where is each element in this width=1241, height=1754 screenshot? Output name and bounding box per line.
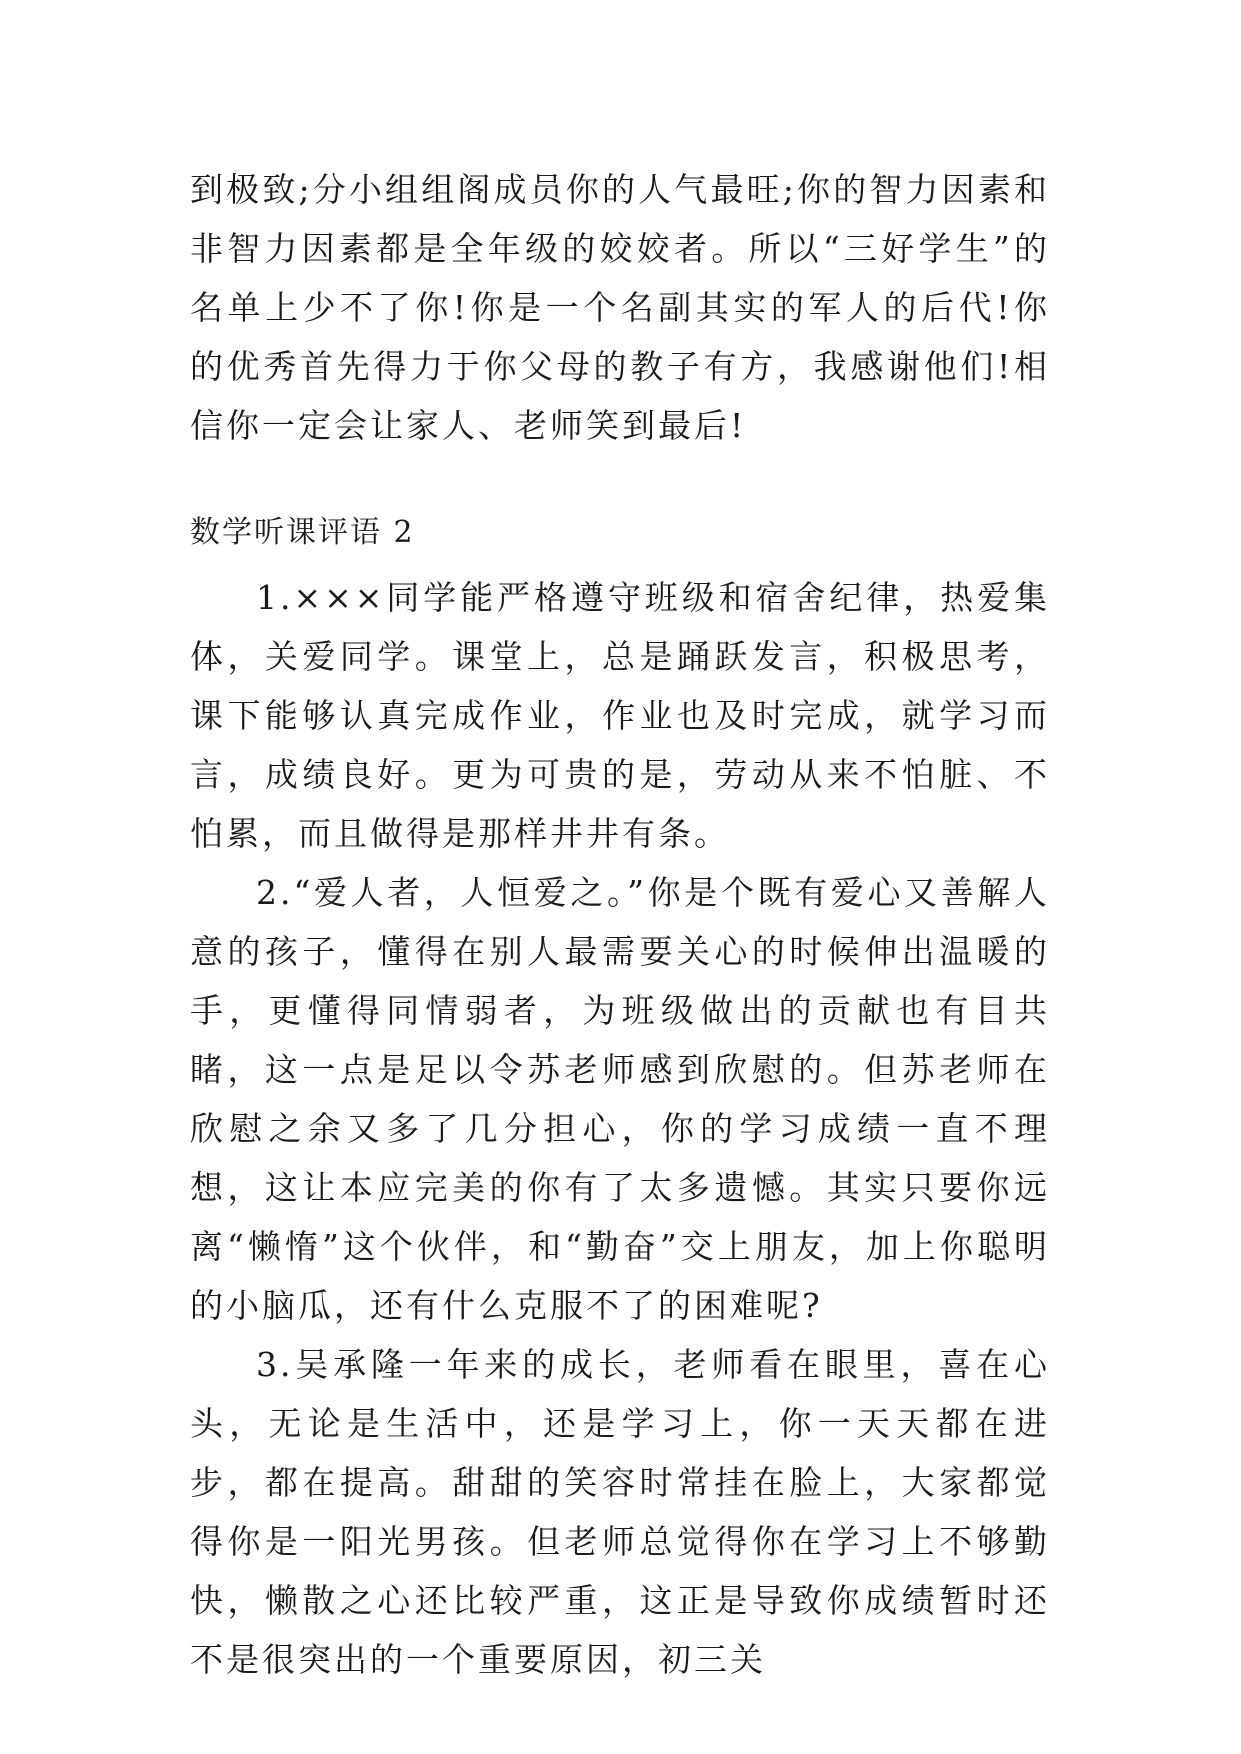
section-title: 数学听课评语 2 — [190, 515, 415, 550]
comment-item-3: 3.吴承隆一年来的成长，老师看在眼里，喜在心头，无论是生活中，还是学习上，你一天天都在进步，都在提高。甜甜的笑容时常挂在脸上，大家都觉得你是一阳光男孩。但老师总觉得你在学习上不够勤快，懒散之心还比较严重，这正是导致你成绩暂时还不是很突出的一个重要原因，初三关 — [190, 1345, 1050, 1679]
document-body — [190, 160, 1050, 1689]
comment-item-1: 1.×××同学能严格遵守班级和宿舍纪律，热爱集体，关爱同学。课堂上，总是踊跃发言，积极思考，课下能够认真完成作业，作业也及时完成，就学习而言，成绩良好。更为可贵的是，劳动从来不怕脏、不怕累，而且做得是那样井井有条。 — [190, 578, 1050, 853]
intro-paragraph: 到极致;分小组组阁成员你的人气最旺;你的智力因素和非智力因素都是全年级的姣姣者。所以“三好学生”的名单上少不了你!你是一个名副其实的军人的后代!你的优秀首先得力于你父母的教子有方，我感谢他们!相信你一定会让家人、老师笑到最后! — [190, 170, 1050, 445]
comment-item-2: 2.“爱人者，人恒爱之。”你是个既有爱心又善解人意的孩子，懂得在别人最需要关心的时候伸出温暖的手，更懂得同情弱者，为班级做出的贡献也有目共睹，这一点是足以令苏老师感到欣慰的。但苏老师在欣慰之余又多了几分担心，你的学习成绩一直不理想，这让本应完美的你有了太多遗憾。其实只要你远离“懒惰”这个伙伴，和“勤奋”交上朋友，加上你聪明的小脑瓜，还有什么克服不了的困难呢? — [190, 873, 1050, 1325]
